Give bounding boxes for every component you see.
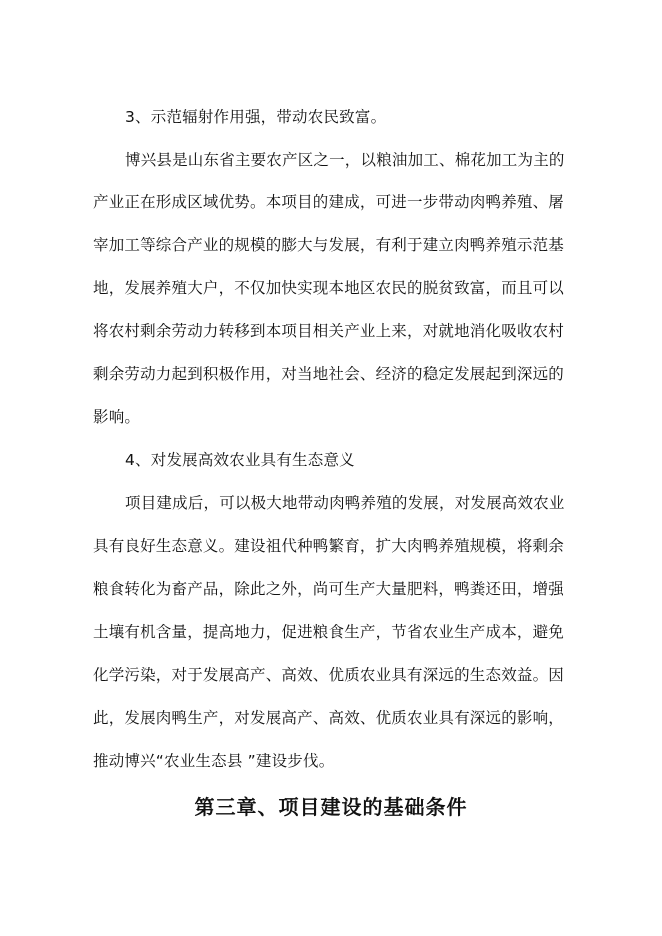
paragraph-line: 推动博兴“农业生态县 ”建设步伐。: [93, 752, 335, 770]
paragraph-line: 项目建成后，可以极大地带动肉鸭养殖的发展，对发展高效农业: [125, 494, 565, 512]
paragraph-line: 地，发展养殖大户，不仅加快实现本地区农民的脱贫致富，而且可以: [93, 279, 565, 297]
paragraph-line: 具有良好生态意义。建设祖代种鸭繁育，扩大肉鸭养殖规模，将剩余: [93, 537, 565, 555]
paragraph-line: 粮食转化为畜产品，除此之外，尚可生产大量肥料，鸭粪还田，增强: [93, 580, 565, 598]
section-4-title: 4、对发展高效农业具有生态意义: [125, 451, 355, 469]
paragraph-line: 影响。: [93, 408, 141, 426]
section-3-title: 3、示范辐射作用强，带动农民致富。: [125, 108, 387, 126]
paragraph-line: 土壤有机含量，提高地力，促进粮食生产，节省农业生产成本，避免: [93, 623, 565, 641]
paragraph-line: 产业正在形成区域优势。本项目的建成，可进一步带动肉鸭养殖、屠: [93, 193, 565, 211]
paragraph-line: 宰加工等综合产业的规模的膨大与发展，有利于建立肉鸭养殖示范基: [93, 236, 565, 254]
chapter-heading: 第三章、项目建设的基础条件: [194, 795, 468, 819]
paragraph-line: 将农村剩余劳动力转移到本项目相关产业上来，对就地消化吸收农村: [93, 322, 565, 340]
paragraph-line: 剩余劳动力起到积极作用，对当地社会、经济的稳定发展起到深远的: [93, 365, 565, 383]
paragraph-line: 博兴县是山东省主要农产区之一，以粮油加工、棉花加工为主的: [125, 151, 565, 169]
paragraph-line: 此，发展肉鸭生产，对发展高产、高效、优质农业具有深远的影响，: [93, 709, 565, 727]
paragraph-line: 化学污染，对于发展高产、高效、优质农业具有深远的生态效益。因: [93, 666, 565, 684]
